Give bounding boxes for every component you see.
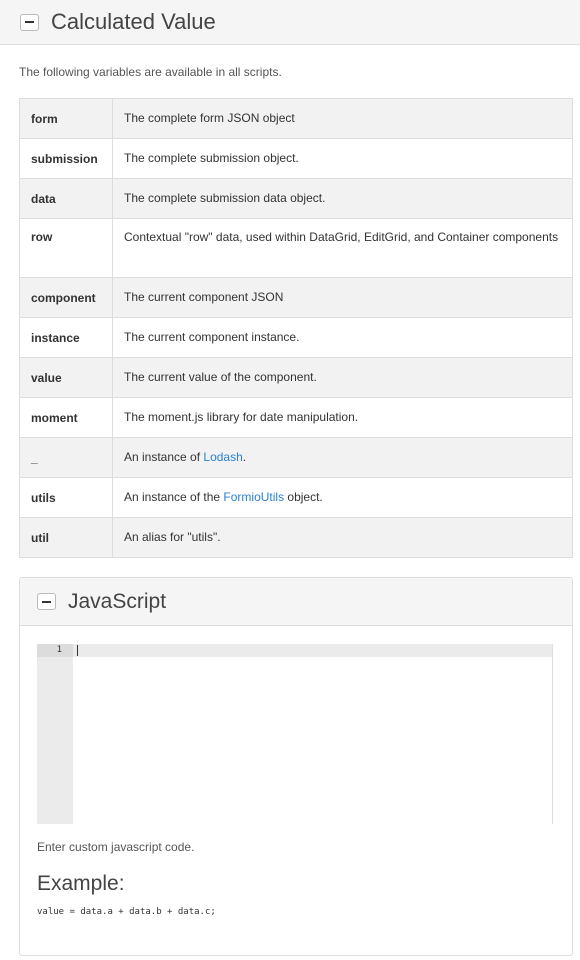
panel-title: Calculated Value: [51, 9, 216, 34]
variable-name: moment: [20, 398, 113, 438]
description-suffix: object.: [284, 490, 323, 504]
table-row: [20, 278, 573, 318]
editor-help-text: Enter custom javascript code.: [37, 840, 195, 854]
variable-name: form: [20, 99, 113, 139]
variables-table: [19, 98, 573, 558]
active-line: [73, 644, 552, 657]
table-row: [20, 518, 573, 558]
table-row: [20, 219, 573, 278]
collapse-icon[interactable]: [37, 593, 56, 610]
table-row: [20, 179, 573, 219]
variable-description: The complete submission data object.: [113, 179, 573, 219]
variable-description: [113, 478, 573, 518]
variable-description: The current component instance.: [113, 318, 573, 358]
variable-description: [113, 438, 573, 478]
calculated-value-panel-header: [0, 0, 580, 45]
table-row: [20, 478, 573, 518]
table-row: [20, 398, 573, 438]
table-row: [20, 318, 573, 358]
javascript-panel-header: [20, 578, 572, 626]
collapse-icon[interactable]: [20, 14, 39, 31]
description-prefix: An instance of: [124, 450, 204, 464]
table-row: [20, 438, 573, 478]
example-heading: Example:: [37, 872, 125, 895]
example-code: value = data.a + data.b + data.c;: [37, 907, 216, 917]
variable-description: An alias for "utils".: [113, 518, 573, 558]
variable-name: component: [20, 278, 113, 318]
variable-description: The complete form JSON object: [113, 99, 573, 139]
variable-name: data: [20, 179, 113, 219]
code-editor[interactable]: [37, 644, 553, 824]
variable-name: _: [20, 438, 113, 478]
variable-name: submission: [20, 139, 113, 179]
formioutils-link[interactable]: FormioUtils: [223, 490, 285, 504]
table-row: [20, 358, 573, 398]
variable-name: util: [20, 518, 113, 558]
variable-description: The complete submission object.: [113, 139, 573, 179]
variable-name: row: [20, 219, 113, 278]
text-cursor: [77, 645, 78, 656]
variable-description: The moment.js library for date manipulation.: [113, 398, 573, 438]
variable-name: utils: [20, 478, 113, 518]
description-prefix: An instance of the: [124, 490, 224, 504]
editor-gutter: [37, 644, 73, 824]
variable-description: Contextual "row" data, used within DataGrid, EditGrid, and Container components: [113, 219, 573, 278]
description-suffix: .: [242, 450, 247, 464]
table-row: [20, 99, 573, 139]
variable-name: value: [20, 358, 113, 398]
lodash-link[interactable]: Lodash: [203, 450, 243, 464]
line-number: 1: [37, 644, 73, 657]
table-row: [20, 139, 573, 179]
variable-name: instance: [20, 318, 113, 358]
variable-description: The current value of the component.: [113, 358, 573, 398]
intro-text: The following variables are available in all scripts.: [19, 65, 282, 79]
javascript-panel: [19, 577, 573, 956]
javascript-panel-title: JavaScript: [68, 589, 167, 613]
variable-description: The current component JSON: [113, 278, 573, 318]
